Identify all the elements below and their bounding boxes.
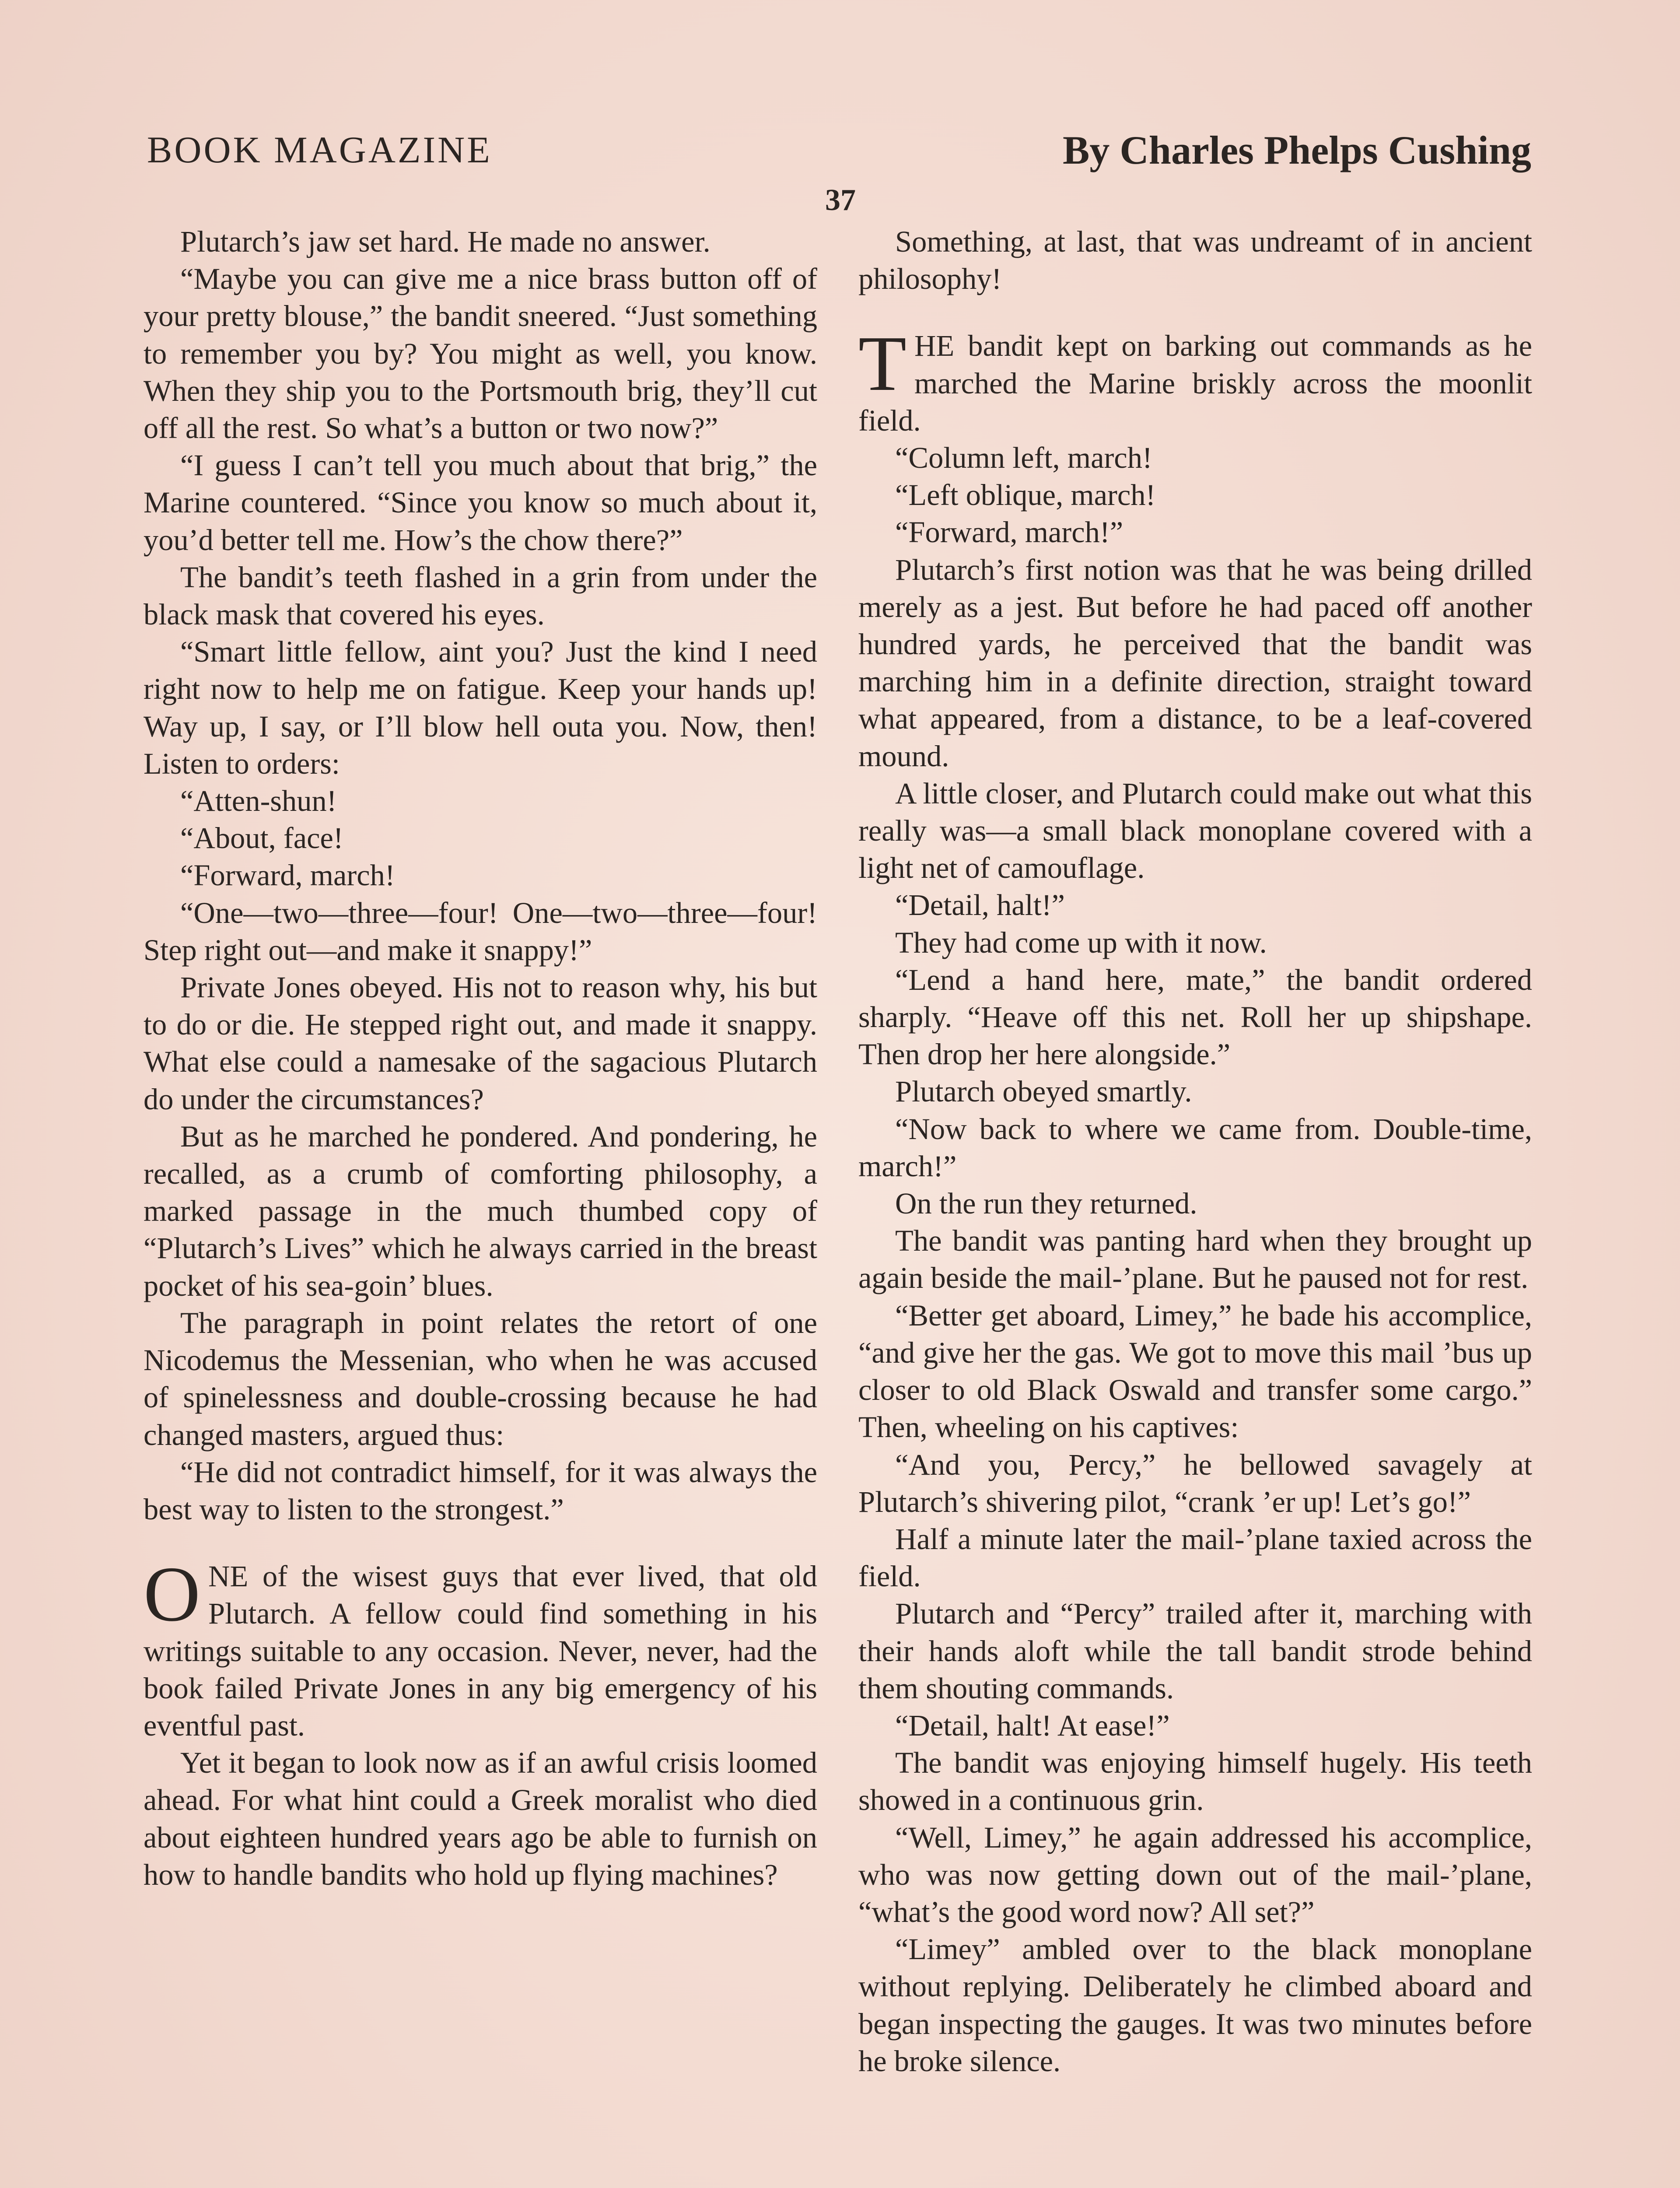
paragraph: The bandit was panting hard when they brought up again beside the mail-’plane. But he paused not for rest. [858, 1224, 1532, 1295]
paragraph: They had come up with it now. [895, 926, 1267, 959]
dropcap-paragraph-text: NE of the wisest guys that ever lived, that old Plutarch. A fellow could find something in his writings suitable to any occasion. Never, never, had the book failed Private Jones in any big emergency of his eventful past. [144, 1560, 817, 1742]
magazine-title: BOOK MAGAZINE [147, 129, 492, 171]
paragraph: “Forward, march! [180, 859, 395, 892]
drop-cap: O [144, 1550, 200, 1638]
dropcap-paragraph-text: HE bandit kept on barking out commands as he marched the Marine briskly across the moonlit field. [858, 329, 1532, 437]
paragraph: “Lend a hand here, mate,” the bandit ordered sharply. “Heave off this net. Roll her up shipshape. Then drop her here alongside.” [858, 963, 1532, 1071]
paragraph: Plutarch and “Percy” trailed after it, marching with their hands aloft while the tall bandit strode behind them shouting commands. [858, 1597, 1532, 1705]
paragraph: The bandit’s teeth flashed in a grin from under the black mask that covered his eyes. [144, 560, 817, 631]
paragraph: The bandit was enjoying himself hugely. His teeth showed in a continuous grin. [858, 1746, 1532, 1817]
paragraph: Plutarch’s jaw set hard. He made no answer. [180, 225, 710, 258]
paragraph: “Detail, halt! At ease!” [895, 1708, 1170, 1742]
paragraph: On the run they returned. [895, 1187, 1197, 1220]
drop-cap: T [858, 320, 906, 407]
paragraph: Plutarch obeyed smartly. [895, 1075, 1192, 1108]
left-column [144, 223, 817, 1893]
paragraph: But as he marched he pondered. And pondering, he recalled, as a crumb of comforting philosophy, a marked passage in the much thumbed copy of “Plutarch’s Lives” which he always carried in the breast pocket of his sea-goin’ blues. [144, 1119, 817, 1302]
paragraph: “Now back to where we came from. Double-time, march!” [858, 1112, 1532, 1183]
paragraph: Half a minute later the mail-’plane taxied across the field. [858, 1522, 1532, 1593]
paragraph: “Atten-shun! [180, 784, 337, 818]
paragraph: “Better get aboard, Limey,” he bade his accomplice, “and give her the gas. We got to move this mail ’bus up closer to old Black Oswald and transfer some cargo.” Then, wheeling on his captives: [858, 1298, 1532, 1444]
paragraph: “Smart little fellow, aint you? Just the kind I need right now to help me on fatigue. Keep your hands up! Way up, I say, or I’ll blow hell outa you. Now, then! Listen to orders: [144, 635, 817, 780]
paragraph: “Forward, march!” [895, 515, 1124, 549]
paragraph: A little closer, and Plutarch could make out what this really was—a small black monoplane covered with a light net of camouflage. [858, 776, 1532, 885]
paragraph: The paragraph in point relates the retort of one Nicodemus the Messenian, who when he was accused of spinelessness and double-crossing because he had changed masters, argued thus: [144, 1306, 817, 1452]
dropcap-paragraph [144, 1550, 817, 1744]
paragraph: “Left oblique, march! [895, 478, 1156, 512]
paragraph: “Limey” ambled over to the black monoplane without replying. Deliberately he climbed aboard and began inspecting the gauges. It was two minutes before he broke silence. [858, 1932, 1532, 2078]
paragraph: Private Jones obeyed. His not to reason why, his but to do or die. He stepped right out, and made it snappy. What else could a namesake of the sagacious Plutarch do under the circumstances? [144, 971, 817, 1116]
paragraph: “One—two—three—four! One—two—three—four! Step right out—and make it snappy!” [144, 896, 817, 967]
paragraph: “Column left, march! [895, 441, 1152, 475]
paragraph: “Detail, halt!” [895, 888, 1065, 922]
paragraph: Plutarch’s first notion was that he was being drilled merely as a jest. But before he had paced off another hundred yards, he perceived that the bandit was marching him in a definite direction, straight toward what appeared, from a distance, to be a leaf-covered mound. [858, 553, 1532, 773]
paragraph: “I guess I can’t tell you much about that brig,” the Marine countered. “Since you know so much about it, you’d better tell me. How’s the chow there?” [144, 449, 817, 557]
author-byline: By Charles Phelps Cushing [1062, 128, 1531, 172]
page-number: 37 [825, 183, 856, 217]
paragraph: “He did not contradict himself, for it was always the best way to listen to the strongest.” [144, 1455, 817, 1526]
paragraph: “Well, Limey,” he again addressed his accomplice, who was now getting down out of the mail-’plane, “what’s the good word now? All set?” [858, 1820, 1532, 1929]
paragraph: Something, at last, that was undreamt of in ancient philosophy! [858, 225, 1532, 296]
paragraph: “And you, Percy,” he bellowed savagely at Plutarch’s shivering pilot, “crank ’er up! Let’s go!” [858, 1448, 1532, 1518]
right-column [858, 223, 1532, 2080]
paragraph: “About, face! [180, 821, 343, 855]
dropcap-paragraph [858, 320, 1532, 439]
paragraph: Yet it began to look now as if an awful crisis loomed ahead. For what hint could a Greek moralist who died about eighteen hundred years ago be able to furnish on how to handle bandits who hold up flying machines? [144, 1746, 817, 1891]
paragraph: “Maybe you can give me a nice brass button off of your pretty blouse,” the bandit sneered. “Just something to remember you by? You might as well, you know. When they ship you to the Portsmouth brig, they’ll cut off all the rest. So what’s a button or two now?” [144, 262, 817, 445]
